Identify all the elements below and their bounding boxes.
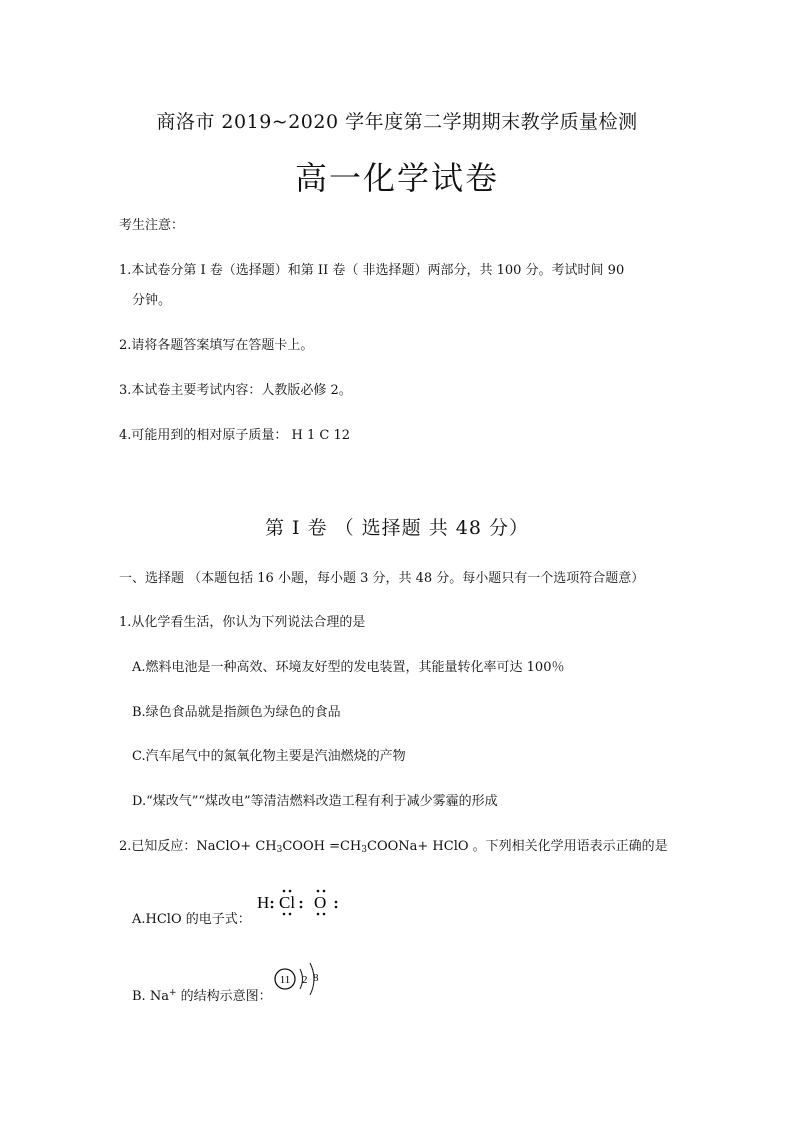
lewis-o: O: [314, 893, 327, 912]
lewis-cl: Cl: [279, 893, 296, 912]
lewis-h: H: [257, 893, 270, 912]
question-1-option-b: B.绿色食品就是指颜色为绿色的食品: [132, 705, 341, 720]
na-ion-structure-diagram: [272, 960, 324, 998]
notice-item-3: 3.本试卷主要考试内容：人教版必修 2。: [119, 383, 352, 398]
question-1-option-a: A.燃料电池是一种高效、环境友好型的发电装置，其能量转化率可达 100％: [132, 660, 565, 675]
lewis-dot: [283, 913, 286, 916]
hclo-electron-formula: [254, 884, 344, 920]
lewis-dot: [289, 913, 292, 916]
exam-title: 高一化学试卷: [294, 159, 499, 197]
lewis-dot: [271, 906, 274, 909]
lewis-dot: [289, 890, 292, 893]
lewis-dot: [317, 913, 320, 916]
question-1-stem: 1.从化学看生活，你认为下列说法合理的是: [119, 615, 366, 630]
lewis-dot: [300, 906, 303, 909]
question-2-option-a-label: A.HClO 的电子式：: [132, 912, 251, 927]
shell-1-electrons: 2: [302, 974, 308, 986]
notice-item-4: 4.可能用到的相对原子质量： H 1 C 12: [119, 428, 351, 443]
notice-item-1-cont: 分钟。: [132, 293, 172, 308]
notice-item-1: 1.本试卷分第 I 卷（选择题）和第 II 卷（ 非选择题）两部分，共 100 分。考试时间 90: [119, 263, 625, 278]
lewis-dot: [317, 890, 320, 893]
notice-item-2: 2.请将各题答案填写在答题卡上。: [119, 338, 314, 353]
lewis-dot: [271, 901, 274, 904]
lewis-dot: [323, 913, 326, 916]
exam-subtitle: 商洛市 2019~2020 学年度第二学期期末教学质量检测: [156, 111, 638, 133]
lewis-dot: [323, 890, 326, 893]
shell-2-electrons: 8: [313, 972, 319, 984]
question-1-option-c: C.汽车尾气中的氮氧化物主要是汽油燃烧的产物: [132, 749, 406, 764]
question-2-stem: 2.已知反应：NaClO+ $CH_3COOH$ $=CH_3COONa+$ HClO 。下列相关化学用语表示正确的是: [119, 839, 668, 855]
question-1-option-d: D.“煤改气”“煤改电”等清洁燃料改造工程有利于减少雾霾的形成: [132, 794, 498, 809]
nucleus-charge: 11: [279, 974, 291, 986]
notice-heading: 考生注意：: [119, 218, 185, 233]
section-instruction: 一、选择题 （本题包括 16 小题，每小题 3 分，共 48 分。每小题只有一个选项符合题意）: [119, 571, 645, 586]
question-2-option-b-label: B. Na+ 的结构示意图：: [132, 988, 272, 1004]
lewis-dot: [300, 901, 303, 904]
lewis-dot: [283, 890, 286, 893]
lewis-dot: [335, 906, 338, 909]
lewis-dot: [335, 901, 338, 904]
section-title: 第 I 卷 （ 选择题 共 48 分）: [265, 517, 529, 539]
